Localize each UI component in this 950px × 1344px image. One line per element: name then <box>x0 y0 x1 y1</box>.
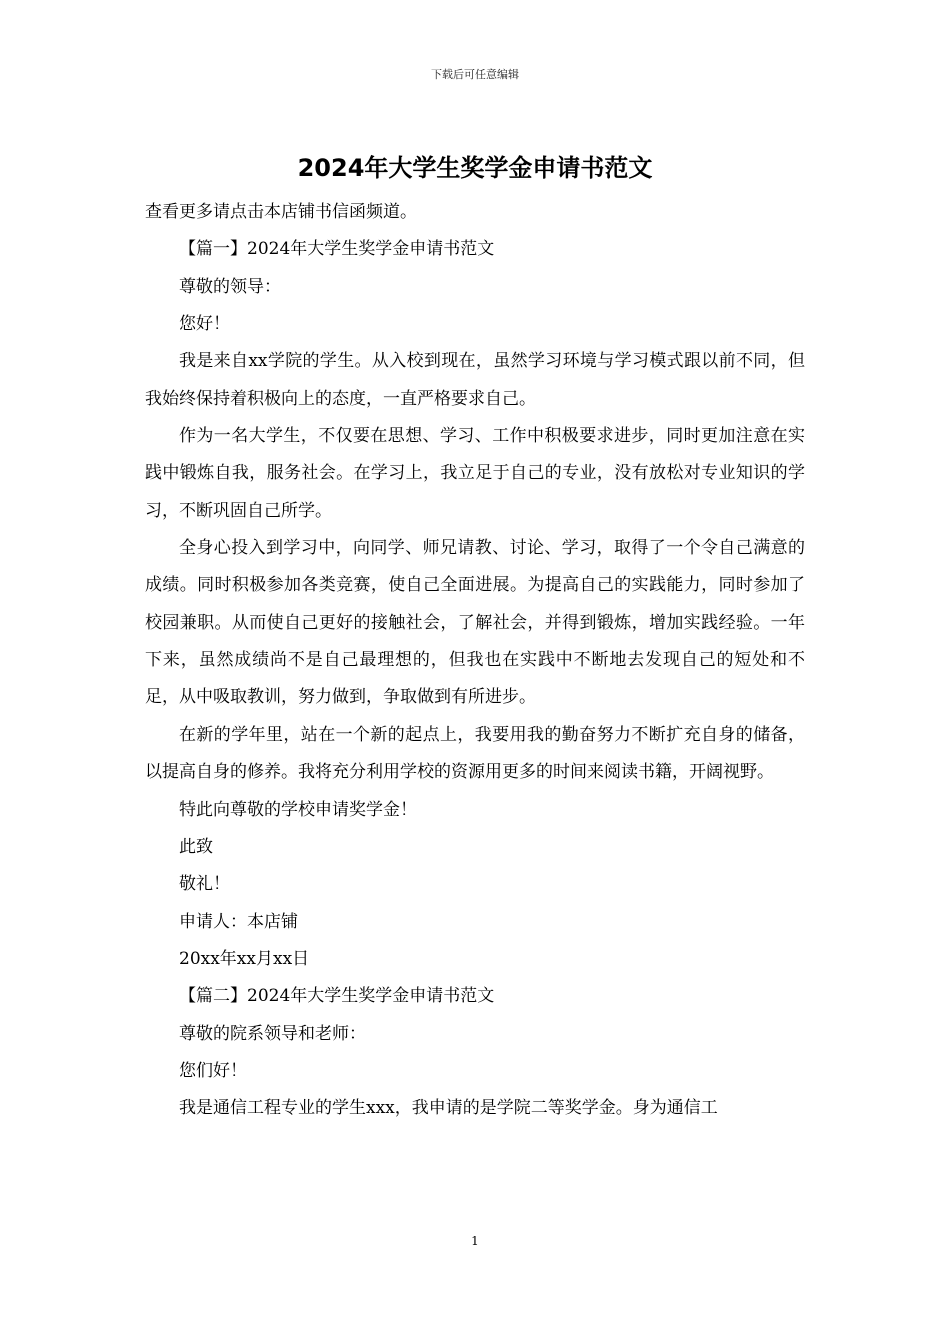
body-paragraph: 在新的学年里，站在一个新的起点上，我要用我的勤奋努力不断扩充自身的储备，以提高自身的修养。我将充分利用学校的资源用更多的时间来阅读书籍，开阔视野。 <box>145 724 805 783</box>
greeting-paragraph: 您好！ <box>179 314 230 335</box>
greeting-paragraph: 您们好！ <box>179 1060 247 1081</box>
body-paragraph: 全身心投入到学习中，向同学、师兄请教、讨论、学习，取得了一个令自己满意的成绩。同时积极参加各类竞赛，使自己全面进展。为提高自己的实践能力，同时参加了校园兼职。从而使自己更好的接触社会，了解社会，并得到锻炼，增加实践经验。一年下来，虽然成绩尚不是自己最理想的，但我也在实践中不断地去发现自己的短处和不足，从中吸取教训，努力做到，争取做到有所进步。 <box>145 538 805 708</box>
closing-line: 此致 <box>179 836 213 857</box>
signature-line: 申请人：本店铺 <box>179 911 298 932</box>
intro-paragraph: 查看更多请点击本店铺书信函频道。 <box>145 202 417 222</box>
section-heading-2: 【篇二】2024年大学生奖学金申请书范文 <box>179 986 495 1007</box>
salutation-paragraph: 尊敬的领导： <box>179 276 281 297</box>
salutation-paragraph: 尊敬的院系领导和老师： <box>179 1023 366 1044</box>
document-title: 2024年大学生奖学金申请书范文 <box>297 154 653 182</box>
header-note: 下载后可任意编辑 <box>431 68 519 81</box>
body-paragraph: 作为一名大学生，不仅要在思想、学习、工作中积极要求进步，同时更加注意在实践中锻炼自我，服务社会。在学习上，我立足于自己的专业，没有放松对专业知识的学习，不断巩固自己所学。 <box>145 426 805 521</box>
date-line: 20xx年xx月xx日 <box>179 948 310 969</box>
closing-line: 敬礼！ <box>179 874 230 895</box>
body-paragraph: 我是来自xx学院的学生。从入校到现在，虽然学习环境与学习模式跟以前不同，但我始终保持着积极向上的态度，一直严格要求自己。 <box>145 351 805 409</box>
request-paragraph: 特此向尊敬的学校申请奖学金！ <box>179 799 417 820</box>
document-body <box>145 194 805 1128</box>
body-paragraph: 我是通信工程专业的学生xxx，我申请的是学院二等奖学金。身为通信工 <box>179 1098 718 1119</box>
page-number: 1 <box>471 1234 479 1248</box>
section-heading-1: 【篇一】2024年大学生奖学金申请书范文 <box>179 239 495 260</box>
